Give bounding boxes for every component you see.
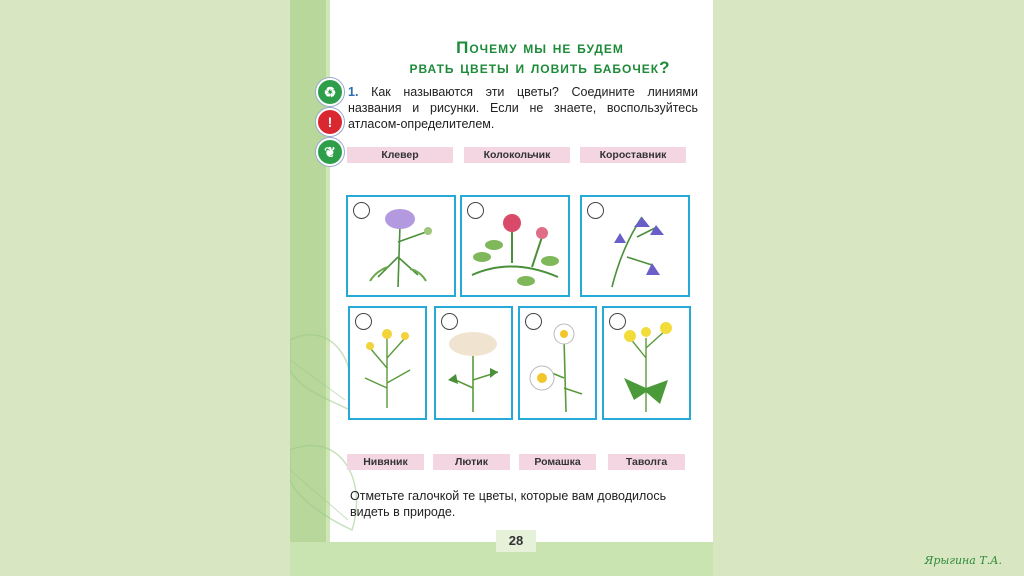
author-signature: Ярыгина Т.А. bbox=[924, 554, 1002, 567]
flower-card-oxeye-daisy[interactable] bbox=[518, 306, 597, 420]
leaf-icon: ❦ bbox=[316, 138, 344, 166]
clover-flower-icon bbox=[462, 197, 568, 295]
bellflower-icon bbox=[582, 197, 688, 295]
label-tavolga: Таволга bbox=[608, 454, 685, 470]
recycle-icon: ♻ bbox=[316, 78, 344, 106]
label-kolokolchik: Колокольчик bbox=[464, 147, 570, 163]
flower-card-clover[interactable] bbox=[460, 195, 570, 297]
chamomile-plant-icon bbox=[350, 308, 425, 418]
task-text: Как называются эти цветы? Соедините линиями названия и рисунки. Если не знаете, воспользуйтесь атласом-определителем. bbox=[348, 85, 698, 131]
flower-card-buttercup[interactable] bbox=[602, 306, 691, 420]
label-korostavnik: Короставник bbox=[580, 147, 686, 163]
meadowsweet-icon bbox=[436, 308, 511, 418]
exclamation-icon: ! bbox=[316, 108, 344, 136]
label-klever: Клевер bbox=[347, 147, 453, 163]
bottom-instruction: Отметьте галочкой те цветы, которые вам доводилось видеть в природе. bbox=[350, 489, 667, 519]
label-nivyanik: Нивяник bbox=[347, 454, 424, 470]
flower-card-bellflower[interactable] bbox=[580, 195, 690, 297]
flower-card-scabious[interactable] bbox=[346, 195, 456, 297]
textbook-page bbox=[290, 0, 713, 576]
daisy-icon bbox=[520, 308, 595, 418]
label-romashka: Ромашка bbox=[519, 454, 596, 470]
task-instruction bbox=[348, 84, 698, 132]
flower-card-chamomile-field[interactable] bbox=[348, 306, 427, 420]
page-title: Почему мы не будем рвать цветы и ловить бабочек? bbox=[409, 38, 671, 77]
task-number: 1. bbox=[348, 85, 359, 99]
page-number: 28 bbox=[496, 530, 536, 552]
scabious-flower-icon bbox=[348, 197, 454, 295]
label-lyutik: Лютик bbox=[433, 454, 510, 470]
flower-card-meadowsweet[interactable] bbox=[434, 306, 513, 420]
buttercup-icon bbox=[604, 308, 689, 418]
